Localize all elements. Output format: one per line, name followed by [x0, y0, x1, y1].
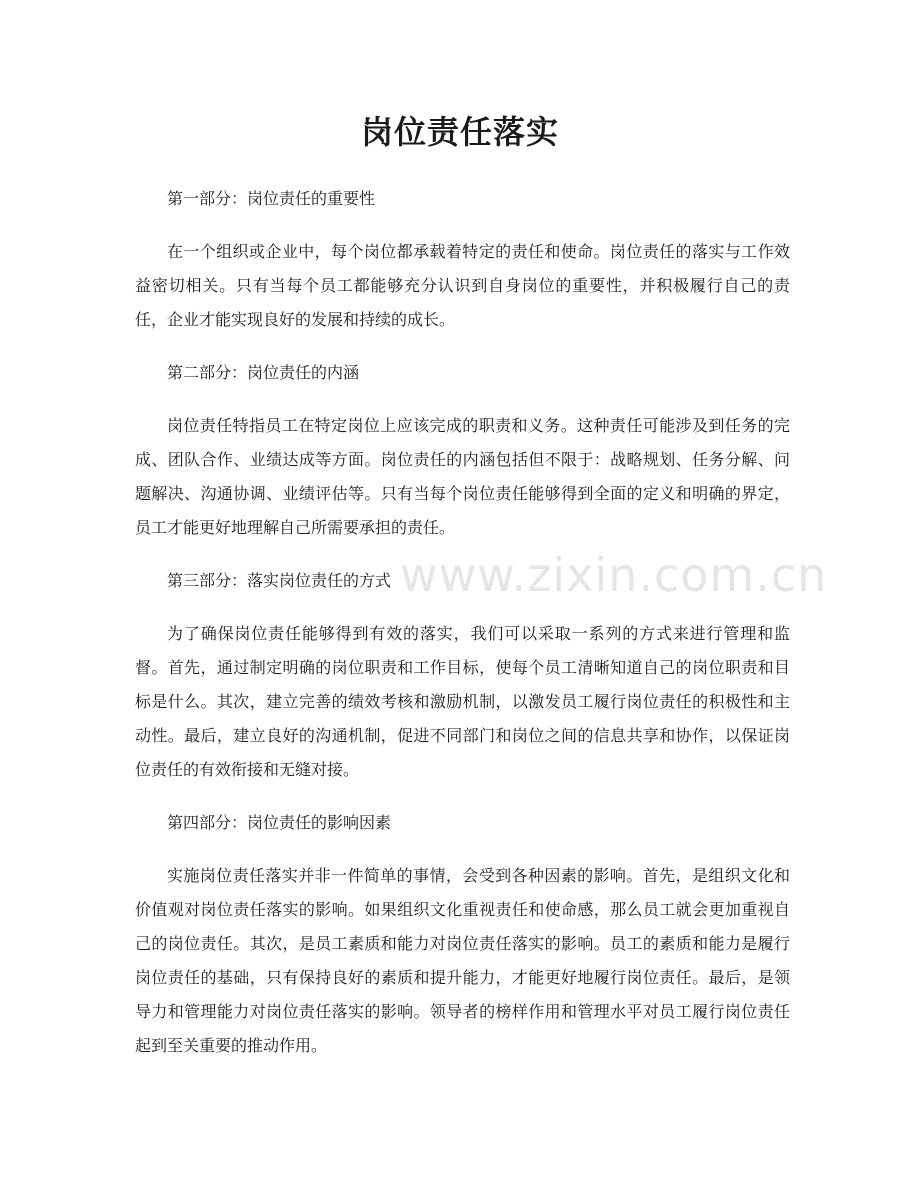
page-title: 岗位责任落实 — [360, 113, 559, 151]
section-body-2: 岗位责任特指员工在特定岗位上应该完成的职责和义务。这种责任可能涉及到任务的完成、团队合作、业绩达成等方面。岗位责任的内涵包括但不限于：战略规划、任务分解、问题解决、沟通协调、业绩评估等。只有当每个岗位责任能够得到全面的定义和明确的界定，员工才能更好地理解自己所需要承担的责任。 — [135, 416, 790, 537]
section-body-4: 实施岗位责任落实并非一件简单的事情，会受到各种因素的影响。首先，是组织文化和价值观对岗位责任落实的影响。如果组织文化重视责任和使命感，那么员工就会更加重视自己的岗位责任。其次，是员工素质和能力对岗位责任落实的影响。员工的素质和能力是履行岗位责任的基础，只有保持良好的素质和提升能力，才能更好地履行岗位责任。最后，是领导力和管理能力对岗位责任落实的影响。领导者的榜样作用和管理水平对员工履行岗位责任起到至关重要的推动作用。 — [135, 866, 790, 1055]
section-heading-3: 第三部分：落实岗位责任的方式 — [167, 571, 392, 590]
watermark: www.zixin.com.cn — [400, 548, 828, 602]
section-heading-2: 第二部分：岗位责任的内涵 — [167, 363, 360, 382]
section-heading-4: 第四部分：岗位责任的影响因素 — [167, 813, 392, 832]
section-body-3: 为了确保岗位责任能够得到有效的落实，我们可以采取一系列的方式来进行管理和监督。首先，通过制定明确的岗位职责和工作目标，使每个员工清晰知道自己的岗位职责和目标是什么。其次，建立完善的绩效考核和激励机制，以激发员工履行岗位责任的积极性和主动性。最后，建立良好的沟通机制，促进不同部门和岗位之间的信息共享和协作，以保证岗位责任的有效衔接和无缝对接。 — [135, 624, 790, 779]
document-body — [135, 182, 790, 1082]
section-body-1: 在一个组织或企业中，每个岗位都承载着特定的责任和使命。岗位责任的落实与工作效益密切相关。只有当每个员工都能够充分认识到自身岗位的重要性，并积极履行自己的责任，企业才能实现良好的发展和持续的成长。 — [135, 242, 790, 329]
section-heading-1: 第一部分：岗位责任的重要性 — [167, 189, 376, 208]
